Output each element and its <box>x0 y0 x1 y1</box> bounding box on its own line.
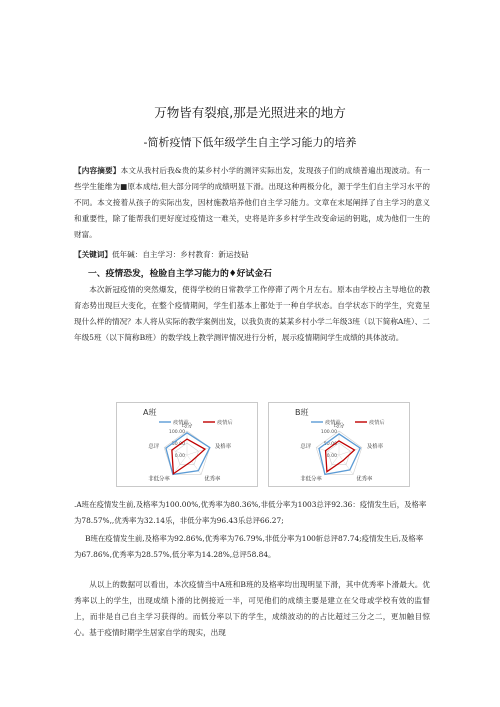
axis-label-0: 均分 <box>333 423 345 430</box>
tick-label-2: 100.00 <box>320 430 337 435</box>
axis-label-4: 总评 <box>148 443 160 450</box>
axis-label-1: 及格率 <box>366 443 384 450</box>
tick-label-0: 0.00 <box>174 454 185 459</box>
abstract <box>74 163 430 243</box>
axis-label-3: 非低分率 <box>300 476 322 483</box>
section1-paragraph: 本次新冠疫情的突然爆发，使得学校的日常教学工作停滞了两个月左右。原本由学校占主导地位的教育态势出现巨大变化，在整个疫情期间，学生们基本上都处于一种自学状态。自学状态下的学生，究竟呈现什么样的情况？本人将从实际的教学案例出发，以我负责的某某乡村小学二年级3班（以下简称A班）、二年级5班（以下简称B班）的数学线上教学测评情况进行分析，展示疫情期间学生成绩的具体波动。 <box>74 285 430 342</box>
axis-label-0: 均分 <box>181 423 193 430</box>
radar-chart-a-svg <box>117 403 257 486</box>
section-heading: 一、疫情恐发，检脸自主学习能力的♦好试金石 <box>88 269 272 279</box>
legend-label-0: 疫情前 <box>173 420 189 426</box>
radar-chart-a <box>116 402 258 487</box>
abstract-text: 本文从我村后我&贵的某乡村小学的测评实际出发，发现孩子们的成绩普遍出现波动。有一些学生能维为■原本成结,但大部分同学的成绩明显下滑。出现这种两极分化，源于学生们自主学习水平的不同。本文接着从孩子的实际出发，因材施教培养他们自主学习能力。文章在末尾阐择了自主学习的意义和重要性，除了能帮我们更好度过疫情这一难关，史将是许多乡村学生改变命运的钥匙，成为他们一生的财富。 <box>74 166 431 239</box>
chart-title: B班 <box>295 408 309 417</box>
legend-label-1: 疫情后 <box>369 420 385 426</box>
tick-label-1: 50.00 <box>171 442 185 447</box>
legend-label-1: 疫情后 <box>217 420 233 426</box>
axis-label-2: 优秀率 <box>204 476 221 483</box>
abstract-label: 【内容摘要】 <box>74 166 121 175</box>
axis-label-4: 总评 <box>300 443 312 450</box>
axis-label-2: 优秀率 <box>356 476 373 483</box>
radar-chart-b <box>268 402 410 487</box>
axis-label-3: 非低分率 <box>148 476 170 483</box>
caption-a: .A班在疫情发生前,及格率为100.00%,优秀率为80.36%,非低分率为1003总评92.36：疫情发生后，及格率为78.57%,,优秀率为32.14乐，非低分率为96.43乐总评66.27; <box>74 500 427 525</box>
caption-b: B班在疫情发生前,及格率为92.86%,优秀率为76.79%,非低分率为100斩总评87.74;疫情发生后,及格率为67.86%,优秀率为28.57%,低分率为14.28%,总评58.84。 <box>74 534 424 559</box>
page-subtitle: -简析疫情下低年级学生自主学习能力的培养 <box>143 136 357 149</box>
page-title: 万物皆有裂痕,那是光照进来的地方 <box>154 105 346 120</box>
tick-label-2: 100.00 <box>168 430 185 435</box>
keywords <box>74 247 430 263</box>
tick-label-1: 50.00 <box>323 442 337 447</box>
section2-paragraph: 从以上的数据可以看出，本次疫情当中A班和B班的及格率均出现明显下滑，其中优秀率卜滑最大。优秀率以上的学生，出现成绩卜滑的比例接近一半，可见他们的成绩主要是建立在父母或学校有效的监督上，而非是自己自主学习获得的。而低分率以下的学生，成绩波动的的占比超过三分之二，更加触目惊心。基于疫情时期学生居家自学的现实，出现 <box>74 580 430 637</box>
radar-chart-b-svg <box>269 403 409 486</box>
keywords-label: 【关键词】 <box>74 250 112 259</box>
keywords-text: 低年碱：自主学习：乡村教育：新运技砧 <box>111 250 249 259</box>
tick-label-0: 0.00 <box>326 454 337 459</box>
chart-title: A班 <box>143 408 157 417</box>
legend-label-0: 疫情前 <box>325 420 341 426</box>
axis-label-1: 及格率 <box>214 443 232 450</box>
